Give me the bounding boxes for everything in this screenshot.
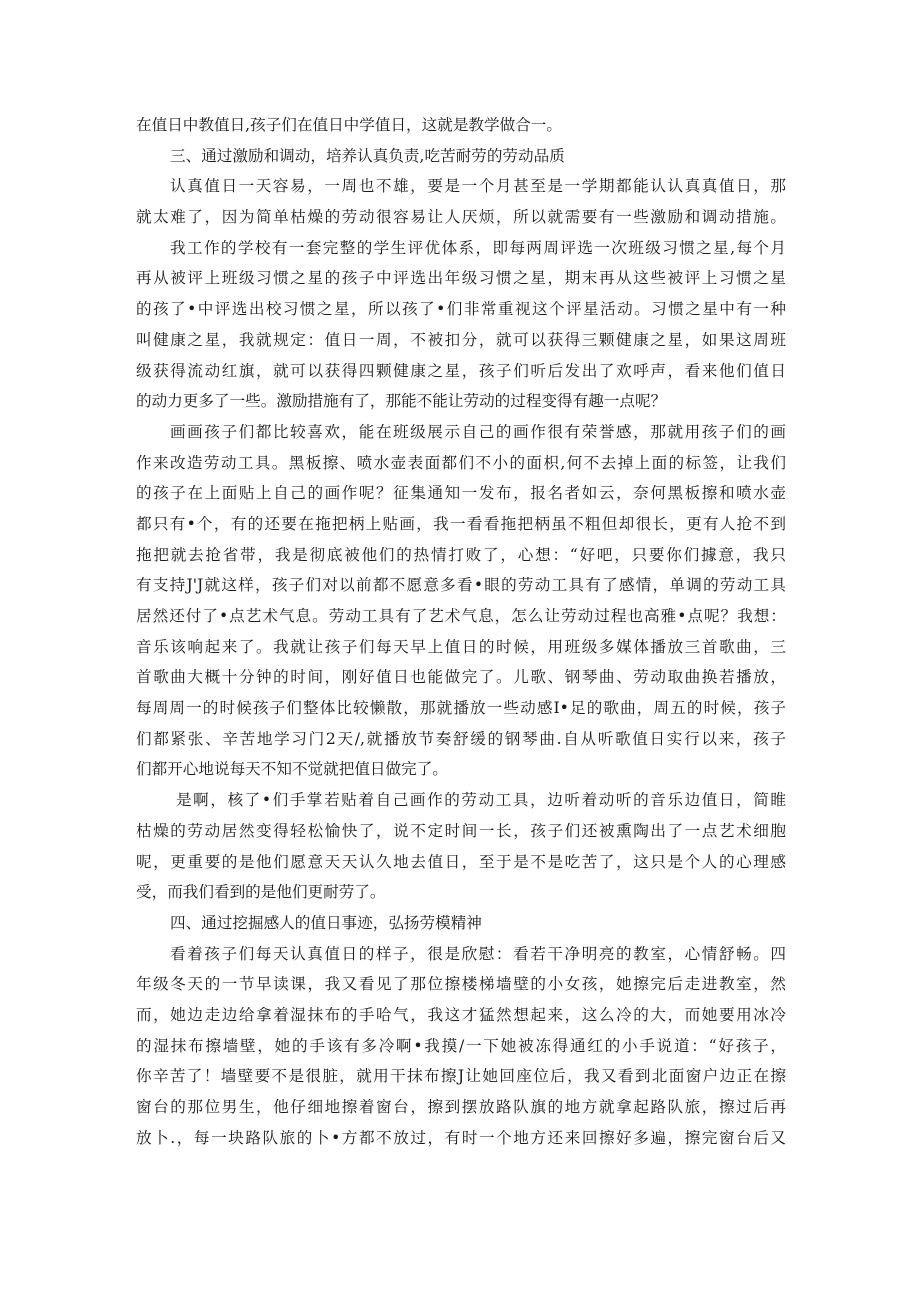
section-heading: 四、通过挖掘感人的值日事迹，弘扬劳模精神 xyxy=(170,913,482,932)
text-line: 窗台的那位男生，他仔细地擦着窗台，擦到摆放路队旗的地方就拿起路队旅，擦过后再 xyxy=(136,1098,786,1116)
text-line: 在值日中教值日,孩子们在值日中学值日，这就是教学做合一。 xyxy=(136,116,562,134)
text-line: 年级冬天的一节早读课，我又看见了那位擦楼梯墙壁的小女孩，她擦完后走进教室，然 xyxy=(136,975,786,994)
text-line: 受，而我们看到的是他们更耐劳了。 xyxy=(136,883,386,902)
text-line: 呢，更重要的是他们愿意天天认久地去值日，至于是不是吃苦了，这只是个人的心理感 xyxy=(136,852,786,871)
text-line: 居然还付了•点艺术气息。劳动工具有了艺术气息，怎么让劳动过程也高雅•点呢？我想： xyxy=(136,607,786,625)
text-line: 们都开心地说每天不知不觉就把值日做完了。 xyxy=(136,760,448,779)
text-line: 枯燥的劳动居然变得轻松愉快了，说不定时间一长，孩子们还被熏陶出了一点艺术细胞 xyxy=(136,821,786,840)
text-line: 级获得流动红旗，就可以获得四颗健康之星，孩子们听后发出了欢呼声，看来他们值日 xyxy=(136,361,786,380)
text-line: 的孩了•中评选出校习惯之星，所以孩了•们非常重视这个评星活动。习惯之星中有一种 xyxy=(136,300,786,319)
text-line: 就太难了，因为简单枯燥的劳动很容易让人厌烦，所以就需要有一些激励和调动措施。 xyxy=(136,208,786,227)
text-line: 作来改造劳动工具。黑板擦、喷水壶表面都们不小的面枳,何不去掉上面的标签，让我们 xyxy=(136,453,786,472)
text-line: 有支持J'J就这样，孩子们对以前都不愿意多看•眼的劳动工具有了感情，单调的劳动工具 xyxy=(136,576,786,595)
text-line: 首歌曲大概十分钟的时间，刚好值日也能做完了。儿歌、钢琴曲、劳动取曲换若播放， xyxy=(136,668,786,687)
text-line: 的湿抹布擦墙壁，她的手该有多冷啊•我摸/一下她被冻得通红的小手说道：“好孩子， xyxy=(136,1036,786,1055)
text-line: 我工作的学校有一套完整的学生评优体系，即每两周评选一次班级习惯之星,每个月 xyxy=(170,238,786,257)
text-line: 的动力更多了一些。激励措施有了，那能不能让劳动的过程变得有趣一点呢？ xyxy=(136,392,667,411)
text-line: 看着孩子们每天认真值日的样子，很是欣慰：看若干净明亮的教室，心情舒畅。四 xyxy=(170,944,786,963)
section-heading: 三、通过激励和调动，培养认真负责,吃苦耐劳的劳动品质 xyxy=(170,146,565,165)
text-line: 叫健康之星，我就规定：值日一周，不被扣分，就可以获得三颗健康之星，如果这周班 xyxy=(136,330,786,349)
text-line: 而，她边走边给拿着湿抹布的手哈气，我这才猛然想起来，这么冷的大，而她要用冰冷 xyxy=(136,1005,786,1024)
text-line: 你辛苦了！墙壁要不是很脏，就用干抹布擦J让她回座位后，我又看到北面窗户边正在擦 xyxy=(136,1067,786,1086)
document-page xyxy=(136,110,786,1153)
text-line: 认真值日一天容易，一周也不雄，要是一个月甚至是一学期都能认认真真值日，那 xyxy=(170,177,786,196)
text-line: 画画孩子们都比较喜欢，能在班级展示自己的画作很有荣誉感，那就用孩子们的画 xyxy=(170,422,786,441)
text-line: 拖把就去抢省带，我是彻底被他们的热情打败了，心想：“好吧，只要你们據意，我只 xyxy=(136,545,786,564)
text-line: 再从被评上班级习惯之星的孩子中评选出年级习惯之星，期末再从这些被评上习惯之星 xyxy=(136,269,786,288)
text-line: 音乐该响起来了。我就让孩子们每天早上值日的时候，用班级多媒体播放三首歌曲，三 xyxy=(136,637,786,656)
text-line: 都只有•个，有的还要在拖把柄上贴画，我一看看拖把柄虽不粗但却很长，更有人抢不到 xyxy=(136,514,786,533)
text-line: 的孩子在上面贴上自己的画作呢？征集通知一发布，报名者如云，奈何黑板擦和喷水壶 xyxy=(136,484,786,503)
text-line: 们都紧张、辛苦地学习门2天/,就播放节奏舒缓的钢琴曲.自从听歌值日实行以来，孩子 xyxy=(136,729,786,748)
text-line: 放卜.，每一块路队旅的卜•方都不放过，有时一个地方还来回擦好多遍，擦完窗台后又 xyxy=(136,1128,786,1147)
text-line: 每周周一的时候孩子们整体比较懒散，那就播放一些动感I•足的歌曲，周五的时候，孩子 xyxy=(136,699,786,718)
text-line: 是啊，核了•们手掌若贴着自己画作的劳动工具，边听着动听的音乐边值日，简睢 xyxy=(176,791,786,810)
